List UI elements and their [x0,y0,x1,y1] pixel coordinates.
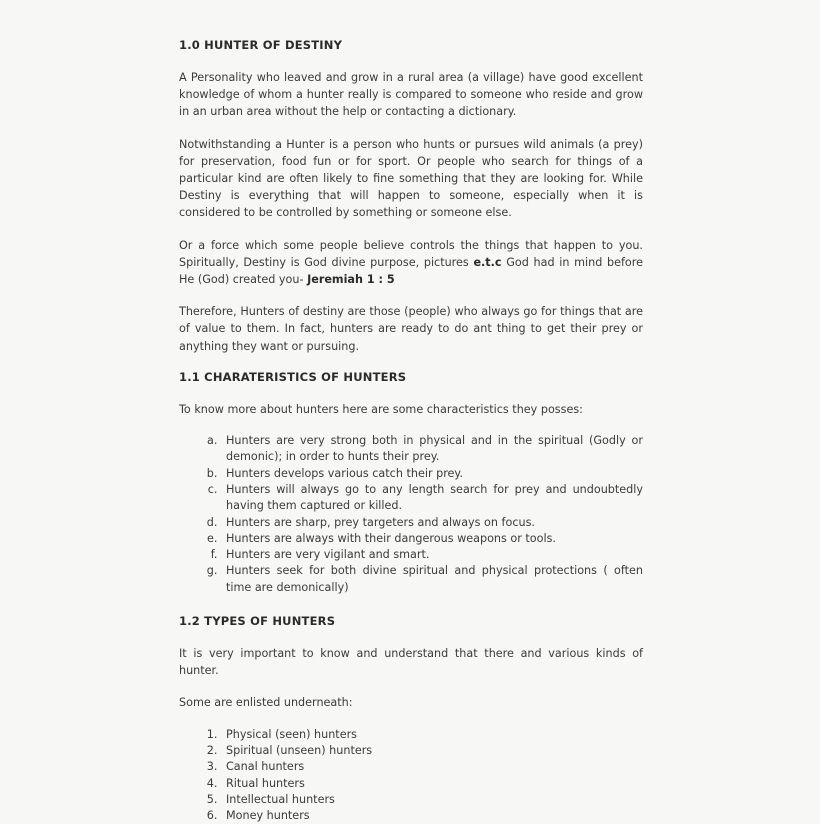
list-item: 1. Physical (seen) hunters [221,727,643,743]
list-item: 6. Money hunters [221,808,643,824]
characteristics-list [179,433,643,596]
section-1-0 [179,38,643,53]
list-item: 5. Intellectual hunters [221,792,643,808]
list-item: a. Hunters are very strong both in physical and in the spiritual (Godly or demonic); in order to hunts their prey. [221,433,643,466]
emphasis-etc: e.t.c [473,255,502,269]
scripture-reference: Jeremiah 1 : 5 [307,273,395,287]
paragraph-personality: A Personality who leaved and grow in a rural area (a village) have good excellent knowledge of whom a hunter really is compared to someone who reside and grow in an urban area without the help or contacting a dictionary. [179,71,643,119]
paragraph-force-part2: God had in mind before He (God) created you- [179,255,643,287]
list-item: e. Hunters are always with their dangerous weapons or tools. [221,531,643,547]
paragraph-therefore-hunters: Therefore, Hunters of destiny are those (people) who always go for things that are of value to them. In fact, hunters are ready to do ant thing to get their prey or anything they want or pursuing. [179,305,643,353]
section-1-2 [179,614,643,629]
document-content [179,38,643,824]
intro-types-of-hunters: It is very important to know and understand that there and various kinds of hunter. [179,647,643,678]
heading-types-of-hunters: 1.2 TYPES OF HUNTERS [179,614,336,629]
list-item: b. Hunters develops various catch their prey. [221,466,643,482]
heading-charateristics-of-hunters: 1.1 CHARATERISTICS OF HUNTERS [179,369,407,384]
intro-enlisted-underneath: Some are enlisted underneath: [179,696,353,710]
list-item: 4. Ritual hunters [221,776,643,792]
paragraph-force-destiny [179,237,643,289]
paragraph-force-part1: Or a force which some people believe controls the things that happen to you. Spiritually, Destiny is God divine purpose, pictures [179,238,643,269]
list-item: c. Hunters will always go to any length search for prey and undoubtedly having them captured or killed. [221,482,643,515]
list-item: 3. Canal hunters [221,759,643,775]
section-1-1 [179,370,643,385]
list-item: d. Hunters are sharp, prey targeters and always on focus. [221,515,643,531]
list-item: f. Hunters are very vigilant and smart. [221,547,643,563]
paragraph-notwithstanding: Notwithstanding a Hunter is a person who hunts or pursues wild animals (a prey) for preservation, food fun or for sport. Or people who search for things of a particular kind are often likely to fine something that they are looking for. While Destiny is everything that will happen to someone, especially when it is considered to be controlled by something or someone else. [179,137,643,220]
list-item: 2. Spiritual (unseen) hunters [221,743,643,759]
intro-characteristics: To know more about hunters here are some characteristics they posses: [179,402,583,416]
list-item: g. Hunters seek for both divine spiritual and physical protections ( often time are demonically) [221,563,643,596]
types-of-hunters-list [179,727,643,824]
heading-hunter-of-destiny: 1.0 HUNTER OF DESTINY [179,38,343,52]
